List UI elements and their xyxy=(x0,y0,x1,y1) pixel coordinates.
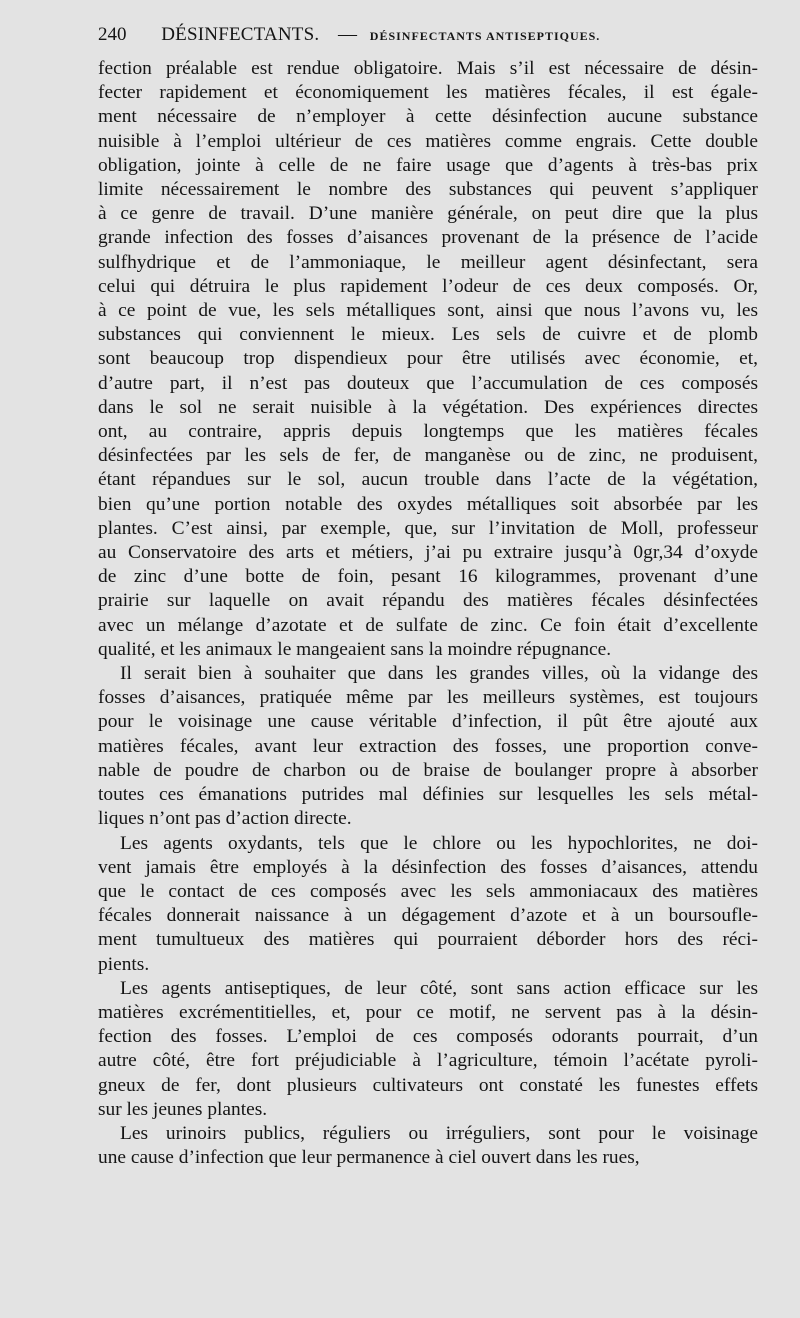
text-line: nuisible à l’emploi ultérieur de ces matières comme engrais. Cette double xyxy=(98,130,758,152)
text-line: matières fécales, avant leur extraction des fosses, une proportion conve- xyxy=(98,735,758,757)
text-line: pients. xyxy=(98,953,150,975)
header-subtitle: DÉSINFECTANTS ANTISEPTIQUES. xyxy=(369,29,601,43)
text-line: dans le sol ne serait nuisible à la végétation. Des expériences directes xyxy=(98,396,758,418)
text-line: fécales donnerait naissance à un dégagement d’azote et à un boursoufle- xyxy=(98,905,758,927)
text-line: à ce point de vue, les sels métalliques sont, ainsi que nous l’avons vu, les xyxy=(98,300,758,322)
text-line: liques n’ont pas d’action directe. xyxy=(98,808,352,830)
text-line: étant répandues sur le sol, aucun trouble dans l’acte de la végétation, xyxy=(98,469,758,491)
text-line: désinfectées par les sels de fer, de manganèse ou de zinc, ne produisent, xyxy=(98,445,758,467)
body-text xyxy=(98,57,758,1170)
text-line: sur les jeunes plantes. xyxy=(98,1098,268,1120)
text-line: gneux de fer, dont plusieurs cultivateurs ont constaté les funestes effets xyxy=(98,1074,758,1096)
text-line: Les urinoirs publics, réguliers ou irréguliers, sont pour le voisinage xyxy=(120,1122,758,1144)
text-line: à ce genre de travail. D’une manière générale, on peut dire que la plus xyxy=(98,203,758,225)
text-line: bien qu’une portion notable des oxydes métalliques soit absorbée par les xyxy=(98,493,758,515)
text-line: ment nécessaire de n’employer à cette désinfection aucune substance xyxy=(98,106,758,128)
text-line: fecter rapidement et économiquement les matières fécales, il est égale- xyxy=(98,82,758,104)
text-line: plantes. C’est ainsi, par exemple, que, sur l’invitation de Moll, professeur xyxy=(98,517,758,539)
text-line: toutes ces émanations putrides mal définies sur lesquelles les sels métal- xyxy=(98,784,758,806)
text-line: pour le voisinage une cause véritable d’infection, il pût être ajouté aux xyxy=(98,711,758,733)
text-line: celui qui détruira le plus rapidement l’odeur de ces deux composés. Or, xyxy=(98,275,758,297)
text-line: sulfhydrique et de l’ammoniaque, le meilleur agent désinfectant, sera xyxy=(98,251,758,273)
text-line: de zinc d’une botte de foin, pesant 16 kilogrammes, provenant d’une xyxy=(98,566,758,588)
text-line: nable de poudre de charbon ou de braise de boulanger propre à absorber xyxy=(98,759,758,781)
text-line: au Conservatoire des arts et métiers, j’ai pu extraire jusqu’à 0gr,34 d’oxyde xyxy=(98,542,758,564)
header-title: DÉSINFECTANTS. xyxy=(161,24,320,45)
text-line: obligation, jointe à celle de ne faire usage que d’agents à très-bas prix xyxy=(98,154,758,176)
running-header xyxy=(98,22,758,48)
text-line: ont, au contraire, appris depuis longtemps que les matières fécales xyxy=(98,421,758,443)
text-line: prairie sur laquelle on avait répandu des matières fécales désinfectées xyxy=(98,590,758,612)
text-line: vent jamais être employés à la désinfection des fosses d’aisances, attendu xyxy=(98,856,758,878)
text-line: Il serait bien à souhaiter que dans les grandes villes, où la vidange des xyxy=(120,663,758,685)
text-line: autre côté, être fort préjudiciable à l’agriculture, témoin l’acétate pyroli- xyxy=(98,1050,758,1072)
text-line: matières excrémentitielles, et, pour ce motif, ne servent pas à la désin- xyxy=(98,1001,758,1023)
text-line: qualité, et les animaux le mangeaient sans la moindre répugnance. xyxy=(98,638,612,660)
text-line: fection des fosses. L’emploi de ces composés odorants pourrait, d’un xyxy=(98,1026,758,1048)
text-line: sont beaucoup trop dispendieux pour être utilisés avec économie, et, xyxy=(98,348,758,370)
text-line: fection préalable est rendue obligatoire. Mais s’il est nécessaire de désin- xyxy=(98,58,758,79)
text-line: Les agents antiseptiques, de leur côté, sont sans action efficace sur les xyxy=(120,977,758,999)
page-number: 240 xyxy=(98,24,127,45)
text-line: d’autre part, il n’est pas douteux que l’accumulation de ces composés xyxy=(98,372,758,394)
text-line: fosses d’aisances, pratiquée même par les meilleurs systèmes, est toujours xyxy=(98,687,758,709)
text-line: limite nécessairement le nombre des substances qui peuvent s’appliquer xyxy=(98,179,758,201)
text-line: Les agents oxydants, tels que le chlore ou les hypochlorites, ne doi- xyxy=(120,832,758,854)
text-line: une cause d’infection que leur permanence à ciel ouvert dans les rues, xyxy=(98,1147,640,1169)
text-line: que le contact de ces composés avec les sels ammoniacaux des matières xyxy=(98,880,758,902)
header-separator: — xyxy=(338,24,358,45)
text-line: avec un mélange d’azotate et de sulfate de zinc. Ce foin était d’excellente xyxy=(98,614,758,636)
text-line: substances qui conviennent le mieux. Les sels de cuivre et de plomb xyxy=(98,324,758,346)
text-line: grande infection des fosses d’aisances provenant de la présence de l’acide xyxy=(98,227,758,249)
text-line: ment tumultueux des matières qui pourraient déborder hors des réci- xyxy=(98,929,758,951)
